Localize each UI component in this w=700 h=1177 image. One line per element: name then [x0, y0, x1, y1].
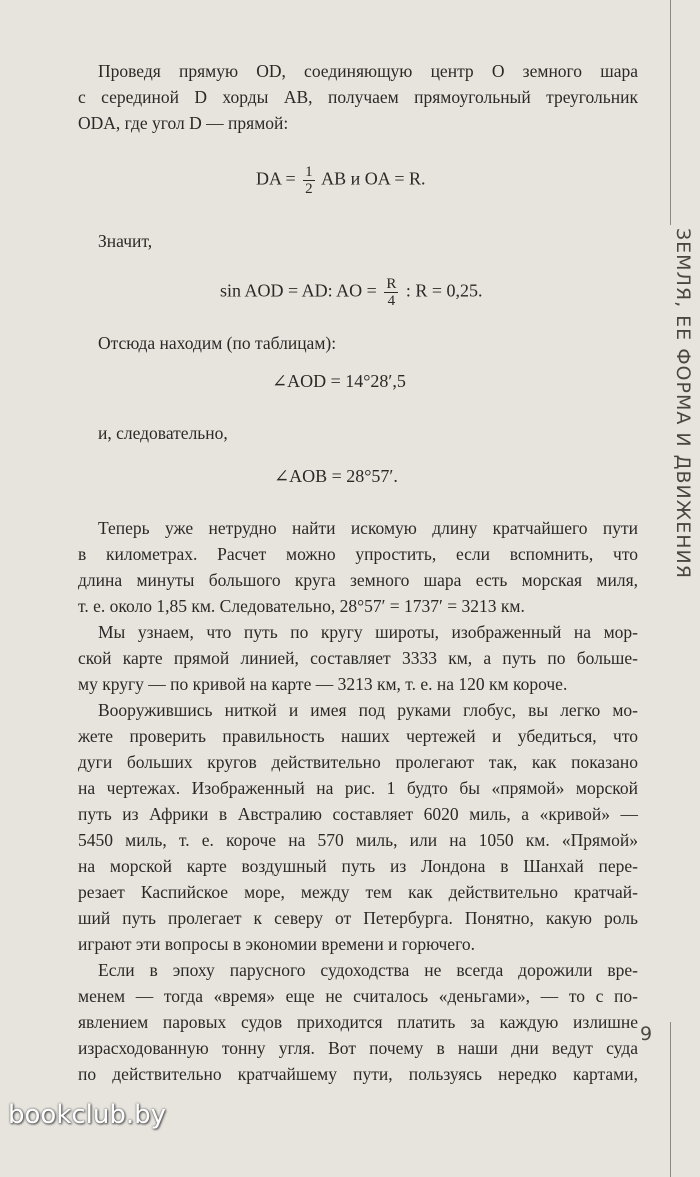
text-line: и, следовательно, [98, 423, 228, 443]
text-line: Вооружившись ниткой и имея под руками глобус, вы легко мо- [98, 700, 638, 720]
formula-aod: ∠AOD = 14°28′,5 [272, 371, 406, 391]
text-line: на чертежах. Изображенный на рис. 1 будто бы «прямой» морской [78, 778, 638, 798]
text-line: резает Каспийское море, между тем как действительно кратчай- [78, 882, 638, 902]
text-line: по действительно кратчайшему пути, пользуясь нередко картами, [78, 1064, 638, 1084]
text-line: длина минуты большого круга земного шара есть морская миля, [78, 570, 638, 590]
side-divider-top [670, 0, 671, 225]
paragraph-3 [78, 697, 638, 957]
text-line: жете проверить правильность наших чертежей и убедиться, что [78, 726, 638, 746]
text-line: му кругу — по кривой на карте — 3213 км, т. е. на 120 км короче. [78, 674, 568, 694]
text-line: т. е. около 1,85 км. Следовательно, 28°57′ = 1737′ = 3213 км. [78, 596, 525, 616]
fraction-denominator: 2 [305, 181, 313, 197]
text-line: путь из Африки в Австралию составляет 6020 миль, а «кривой» — [78, 804, 638, 824]
text-line: менем — тогда «время» еще не считалось «деньгами», — то с по- [78, 986, 638, 1006]
paragraph-1 [78, 515, 638, 619]
watermark-logo: bookclub.by [8, 1100, 167, 1130]
sledovatelno-line [78, 420, 638, 446]
text-line: в километрах. Расчет можно упростить, если вспомнить, что [78, 544, 638, 564]
formula-text: : R = 0,25. [405, 280, 483, 301]
text-line: ший путь пролегает к северу от Петербурга. Понятно, какую роль [78, 908, 638, 928]
text-line: ской карте прямой линией, составляет 3333 км, а путь по больше- [78, 648, 638, 668]
text-line: 5450 миль, т. е. короче на 570 миль, или на 1050 км. «Прямой» [78, 830, 638, 850]
text-line: играют эти вопросы в экономии времени и горючего. [78, 934, 475, 954]
fraction [303, 164, 315, 197]
formula-sin [220, 276, 483, 309]
paragraph-4 [78, 957, 638, 1087]
text-line: с серединой D хорды AB, получаем прямоугольный треугольник [78, 87, 638, 107]
text-line: явлением паровых судов приходится платить за каждую излишне [78, 1012, 638, 1032]
formula-text: DA = [256, 168, 296, 189]
znachit-line [78, 228, 638, 254]
text-line: Проведя прямую OD, соединяющую центр O земного шара [98, 61, 638, 81]
paragraph-2 [78, 619, 638, 697]
fraction-numerator: 1 [305, 164, 313, 180]
formula-text: sin AOD = AD: AO = [220, 280, 377, 301]
text-line: Теперь уже нетрудно найти искомую длину кратчайшего пути [98, 518, 638, 538]
text-line: израсходованную тонну угля. Вот почему в наши дни ведут суда [78, 1038, 638, 1058]
text-line: на морской карте воздушный путь из Лондона в Шанхай пере- [78, 856, 638, 876]
intro-paragraph [78, 58, 638, 136]
side-divider-bottom [670, 1022, 671, 1177]
fraction [384, 276, 398, 309]
fraction-numerator: R [386, 276, 397, 292]
formula-aob: ∠AOB = 28°57′. [274, 466, 398, 486]
text-line: дуги больших кругов действительно пролегают так, как показано [78, 752, 638, 772]
running-head-side-title: ЗЕМЛЯ, ЕЕ ФОРМА И ДВИЖЕНИЯ [672, 228, 694, 579]
text-line: ODA, где угол D — прямой: [78, 113, 289, 133]
text-line: Значит, [98, 231, 153, 251]
formula-text: AB и OA = R. [321, 168, 426, 189]
text-line: Если в эпоху парусного судоходства не всегда дорожили вре- [98, 960, 638, 980]
fraction-denominator: 4 [387, 293, 396, 309]
otsyuda-line [78, 330, 638, 356]
page-number: 9 [640, 1023, 653, 1045]
text-line: Отсюда находим (по таблицам): [98, 333, 337, 353]
text-line: Мы узнаем, что путь по кругу широты, изображенный на мор- [98, 622, 638, 642]
formula-da [256, 164, 425, 197]
